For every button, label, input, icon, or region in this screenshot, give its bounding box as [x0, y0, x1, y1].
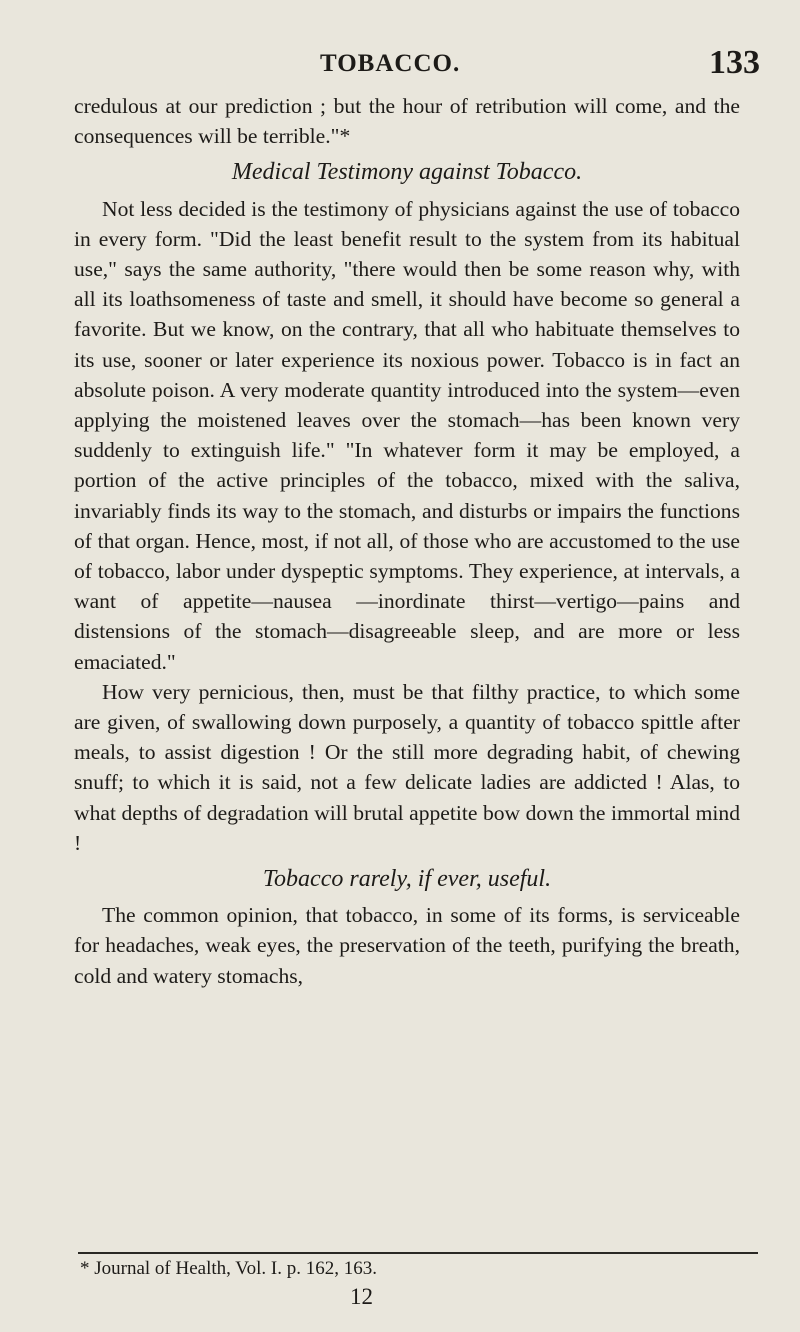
paragraph-common-opinion: The common opinion, that tobacco, in some of its forms, is serviceable for headaches, weak eyes, the preservation of the teeth, purifying the breath, cold and watery stomachs,: [74, 903, 740, 988]
paragraph-testimony: Not less decided is the testimony of physicians against the use of tobacco in every form. "Did the least benefit result to the system from its habitual use," says the same authority, "there would then be some reason why, with all its loathsomeness of taste and smell, it should have become so general a favorite. But we know, on the contrary, that all who habituate themselves to its use, sooner or later experience its noxious power. Tobacco is in fact an absolute poison. A very moderate quantity introduced into the system—even applying the moistened leaves over the stomach—has been known very suddenly to extinguish life." "In whatever form it may be employed, a portion of the active principles of the tobacco, mixed with the saliva, invariably finds its way to the stomach, and disturbs or impairs the functions of that organ. Hence, most, if not all, of those who are accustomed to the use of tobacco, labor under dyspeptic symptoms. They experience, at intervals, a want of appetite—nausea —inordinate thirst—vertigo—pains and distensions of the stomach—disagreeable sleep, and are more or less emaciated.": [74, 196, 740, 674]
section-heading-rarely-useful: Tobacco rarely, if ever, useful.: [262, 866, 552, 893]
paragraph-pernicious: How very pernicious, then, must be that filthy practice, to which some are given, of swallowing down purposely, a quantity of tobacco spittle after meals, to assist digestion ! Or the still more degrading habit, of chewing snuff; to which it is said, not a few delicate ladies are addicted ! Alas, to what depths of degradation will brutal appetite bow down the immortal mind !: [74, 679, 740, 855]
footnote: * Journal of Health, Vol. I. p. 162, 163.: [80, 1258, 377, 1279]
section-heading-medical-testimony: Medical Testimony against Tobacco.: [231, 159, 583, 186]
body-text: [74, 91, 740, 991]
signature-mark: 12: [350, 1284, 373, 1309]
paragraph-continuation: credulous at our prediction ; but the hour of retribution will come, and the consequences will be terrible."*: [74, 94, 740, 149]
running-head-title: TOBACCO.: [320, 50, 461, 77]
page-number: 133: [709, 44, 760, 81]
running-head: [0, 44, 760, 81]
footnote-divider: [78, 1252, 758, 1254]
